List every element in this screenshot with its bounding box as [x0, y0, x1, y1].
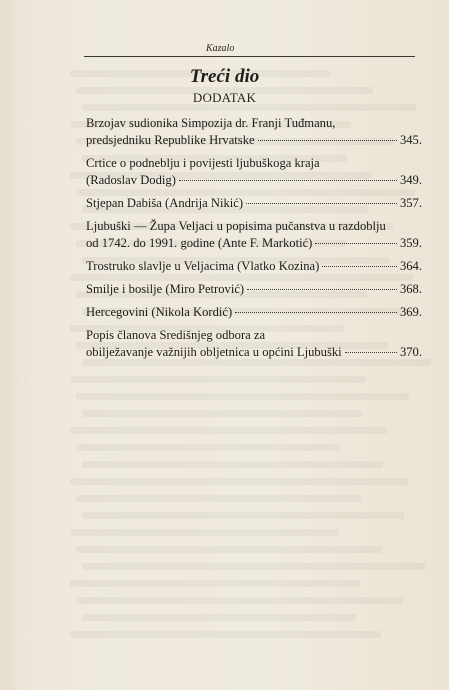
dot-leader [247, 289, 397, 290]
toc-entry-title: od 1742. do 1991. godine (Ante F. Markotić) [86, 236, 313, 250]
toc-entry [86, 258, 422, 275]
bleed-band [82, 614, 356, 621]
toc-page-number: 368. [399, 282, 422, 296]
dot-leader [179, 180, 397, 181]
bleed-band [70, 529, 339, 536]
toc-page-number: 359. [399, 236, 422, 250]
toc-entry [86, 155, 422, 189]
dot-leader [235, 312, 397, 313]
bleed-band [76, 495, 361, 502]
toc-entry [86, 115, 422, 149]
bleed-band [70, 580, 360, 587]
bleed-band [82, 512, 404, 519]
dot-leader [246, 203, 397, 204]
bleed-band [82, 410, 362, 417]
toc-page-number: 357. [399, 196, 422, 210]
toc-page-number: 364. [399, 259, 422, 273]
toc-entry-line [86, 304, 422, 321]
toc-entry [86, 218, 422, 252]
bleed-band [70, 427, 387, 434]
toc-page-number: 369. [399, 305, 422, 319]
toc-entry-line [86, 327, 422, 344]
toc-entry-title: predsjedniku Republike Hrvatske [86, 133, 255, 147]
toc-entry-title: Ljubuški — Župa Veljaci u popisima pučanstva u razdoblju [86, 219, 386, 233]
bleed-band [70, 631, 381, 638]
toc-entry-title: Hercegovini (Nikola Kordić) [86, 305, 233, 319]
toc-entry-title: (Radoslav Dodig) [86, 173, 176, 187]
dot-leader [345, 352, 397, 353]
toc-entry [86, 195, 422, 212]
bleed-band [76, 546, 382, 553]
header-rule [84, 56, 415, 57]
bleed-band [82, 461, 383, 468]
toc-entry-title: Smilje i bosilje (Miro Petrović) [86, 282, 245, 296]
toc-entry-title: Trostruko slavlje u Veljacima (Vlatko Kozina) [86, 259, 320, 273]
toc-entry [86, 281, 422, 298]
toc-page-number: 349. [399, 173, 422, 187]
toc-entry-title: Stjepan Dabiša (Andrija Nikić) [86, 196, 244, 210]
running-head: Kazalo [206, 43, 235, 54]
bleed-band [70, 376, 366, 383]
bleed-band [70, 478, 408, 485]
toc-entry-title: Popis članova Središnjeg odbora za [86, 328, 266, 342]
toc-entry [86, 327, 422, 361]
toc-entry-line [86, 155, 422, 172]
toc-entry-line [86, 195, 422, 212]
toc-entry-line [86, 281, 422, 298]
dot-leader [315, 243, 397, 244]
toc-entry-line [86, 132, 422, 149]
toc-entry-line [86, 235, 422, 252]
section-subtitle: DODATAK [192, 90, 257, 105]
toc-entry-line [86, 258, 422, 275]
bleed-band [82, 563, 425, 570]
toc-entry [86, 304, 422, 321]
dot-leader [258, 140, 397, 141]
toc-entry-line [86, 115, 422, 132]
table-of-contents [86, 115, 422, 367]
toc-entry-line [86, 218, 422, 235]
toc-page-number: 345. [399, 133, 422, 147]
toc-entry-title: Crtice o podneblju i povijesti ljubuškoga kraja [86, 156, 320, 170]
toc-page-number: 370. [399, 345, 422, 359]
bleed-band [76, 444, 340, 451]
toc-entry-title: Brzojav sudionika Simpozija dr. Franji Tuđmanu, [86, 116, 336, 130]
bleed-band [76, 597, 403, 604]
bleed-band [76, 393, 409, 400]
toc-entry-title: obilježavanje važnijih obljetnica u općini Ljubuški [86, 345, 342, 359]
dot-leader [322, 266, 397, 267]
toc-entry-line [86, 344, 422, 361]
toc-entry-line [86, 172, 422, 189]
section-title: Treći dio [189, 66, 260, 87]
